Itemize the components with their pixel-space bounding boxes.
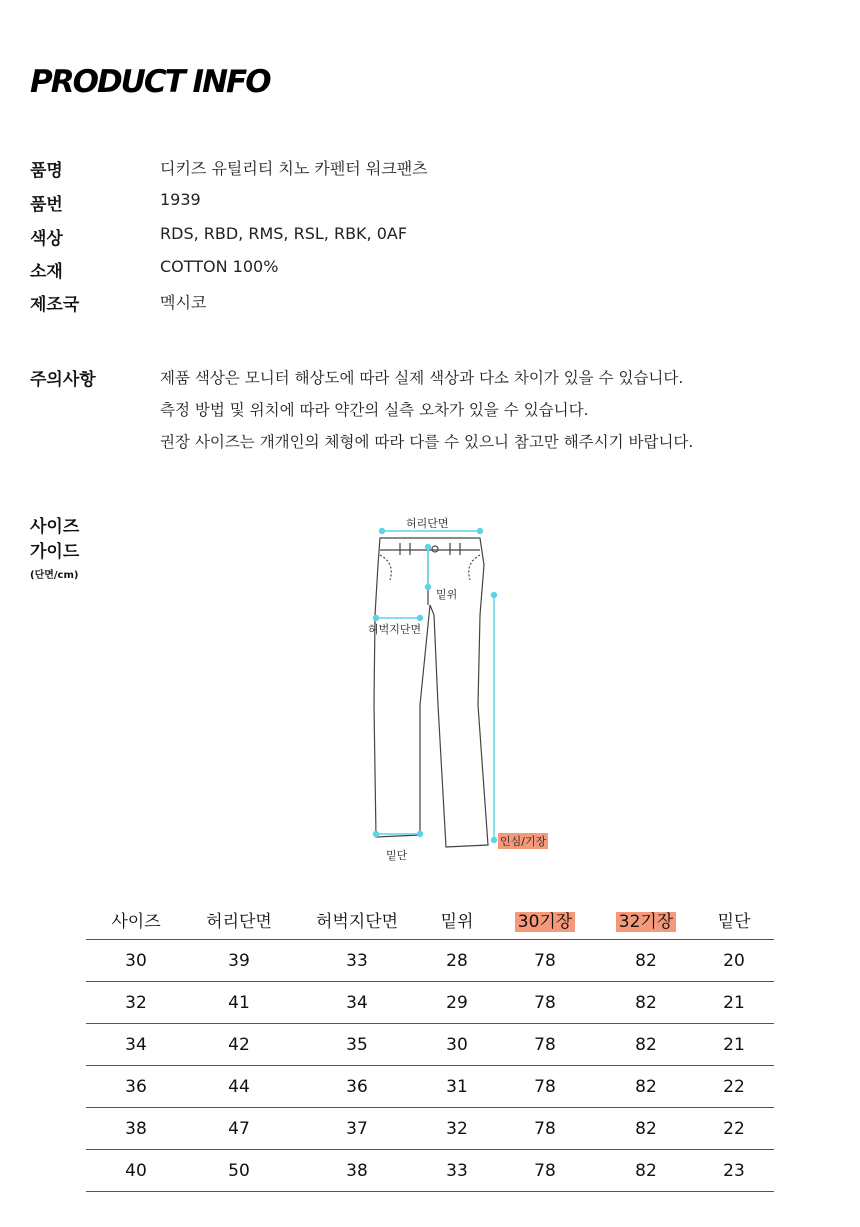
table-cell: 30 — [125, 950, 147, 971]
header-cell: 허리단면 — [206, 912, 272, 932]
table-cell: 37 — [346, 1118, 368, 1139]
size-table-body — [86, 940, 774, 1192]
table-cell: 38 — [346, 1160, 368, 1181]
table-cell: 20 — [723, 950, 745, 971]
caution-label: 주의사항 — [30, 370, 96, 390]
table-cell: 33 — [346, 950, 368, 971]
size-table-header — [86, 900, 774, 940]
info-value: RDS, RBD, RMS, RSL, RBK, 0AF — [160, 224, 408, 243]
table-cell: 32 — [125, 992, 147, 1013]
info-value: COTTON 100% — [160, 257, 279, 276]
inseam-label: 인심/기장 — [500, 835, 547, 848]
thigh-label: 허벅지단면 — [368, 623, 422, 636]
header-cell: 사이즈 — [111, 912, 161, 932]
info-row-material — [30, 257, 830, 287]
info-value: 1939 — [160, 190, 201, 209]
table-cell: 78 — [534, 992, 556, 1013]
header-cell: 밑위 — [440, 912, 474, 932]
table-cell: 34 — [346, 992, 368, 1013]
waist-label: 허리단면 — [406, 517, 449, 530]
table-cell: 39 — [228, 950, 250, 971]
caution-line: 측정 방법 및 위치에 따라 약간의 실측 오차가 있을 수 있습니다. — [160, 401, 589, 419]
header-cell-highlight — [598, 907, 694, 932]
table-cell: 30 — [446, 1034, 468, 1055]
table-cell: 44 — [228, 1076, 250, 1097]
table-cell: 40 — [125, 1160, 147, 1181]
table-cell: 32 — [446, 1118, 468, 1139]
table-cell: 78 — [534, 950, 556, 971]
table-cell: 34 — [125, 1034, 147, 1055]
header-highlight-text: 30기장 — [515, 912, 575, 932]
table-cell: 28 — [446, 950, 468, 971]
table-row — [86, 1066, 774, 1108]
info-label: 소재 — [30, 262, 63, 282]
table-cell: 78 — [534, 1118, 556, 1139]
table-cell: 78 — [534, 1076, 556, 1097]
table-cell: 36 — [346, 1076, 368, 1097]
table-row — [86, 1108, 774, 1150]
table-cell: 35 — [346, 1034, 368, 1055]
info-value: 디키즈 유틸리티 치노 카펜터 워크팬츠 — [160, 159, 428, 178]
table-cell: 82 — [635, 950, 657, 971]
header-cell: 허벅지단면 — [315, 912, 399, 932]
table-cell: 50 — [228, 1160, 250, 1181]
size-table — [86, 900, 774, 1192]
table-row — [86, 1150, 774, 1192]
info-row-color — [30, 224, 830, 254]
info-label: 품번 — [30, 195, 63, 215]
table-row — [86, 940, 774, 982]
header-cell: 밑단 — [717, 912, 751, 932]
size-guide-unit: (단면/cm) — [30, 570, 79, 581]
info-row-name — [30, 156, 830, 186]
page-title: PRODUCT INFO — [30, 64, 270, 100]
table-cell: 38 — [125, 1118, 147, 1139]
pants-illustration — [350, 505, 580, 875]
table-cell: 31 — [446, 1076, 468, 1097]
table-cell: 36 — [125, 1076, 147, 1097]
header-cell-highlight — [492, 907, 598, 932]
table-cell: 29 — [446, 992, 468, 1013]
size-guide-label-line1: 사이즈 — [30, 517, 80, 537]
table-row — [86, 982, 774, 1024]
table-cell: 82 — [635, 1160, 657, 1181]
table-cell: 82 — [635, 1076, 657, 1097]
table-cell: 82 — [635, 1034, 657, 1055]
table-cell: 22 — [723, 1118, 745, 1139]
table-cell: 22 — [723, 1076, 745, 1097]
rise-label: 밑위 — [436, 588, 458, 601]
size-guide-label-line2: 가이드 — [30, 542, 80, 562]
table-cell: 23 — [723, 1160, 745, 1181]
pants-diagram — [350, 505, 580, 875]
hem-label: 밑단 — [386, 849, 408, 862]
table-cell: 21 — [723, 1034, 745, 1055]
info-label: 제조국 — [30, 295, 80, 315]
size-guide-label — [30, 515, 79, 565]
table-cell: 82 — [635, 1118, 657, 1139]
info-row-code — [30, 190, 830, 220]
info-value: 멕시코 — [160, 293, 207, 312]
header-highlight-text: 32기장 — [616, 912, 676, 932]
table-cell: 42 — [228, 1034, 250, 1055]
caution-line: 제품 색상은 모니터 해상도에 따라 실제 색상과 다소 차이가 있을 수 있습니다. — [160, 369, 684, 387]
table-cell: 82 — [635, 992, 657, 1013]
table-cell: 33 — [446, 1160, 468, 1181]
table-row — [86, 1024, 774, 1066]
caution-line: 권장 사이즈는 개개인의 체형에 따라 다를 수 있으니 참고만 해주시기 바랍니다. — [160, 433, 694, 451]
info-label: 색상 — [30, 229, 63, 249]
info-label: 품명 — [30, 161, 63, 181]
table-cell: 47 — [228, 1118, 250, 1139]
table-cell: 21 — [723, 992, 745, 1013]
table-cell: 78 — [534, 1034, 556, 1055]
table-cell: 78 — [534, 1160, 556, 1181]
info-row-origin — [30, 290, 830, 320]
table-cell: 41 — [228, 992, 250, 1013]
